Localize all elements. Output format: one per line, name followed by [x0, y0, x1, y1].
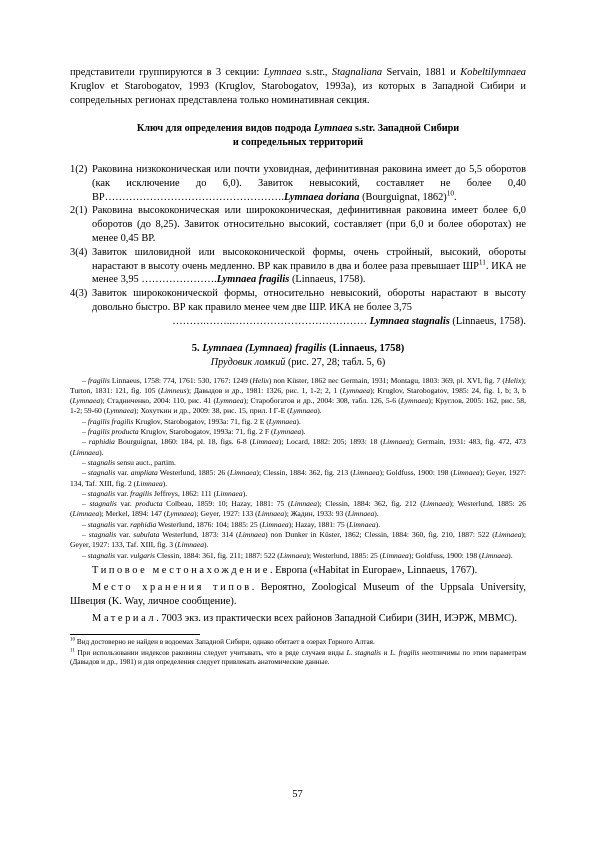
key-author: (Linnaeus, 1758).	[449, 315, 526, 327]
synonym-citation: ); Geyer, 1927: 134, Taf. XIII, fig. 2 (	[70, 468, 526, 488]
key-item-text: Завиток шиловидной или высококонической формы, очень стройный, высокий, обороты нарастают в высоту очень медленно. ВР как правило в два и более раза превышает ШР	[92, 246, 526, 272]
page-number: 57	[292, 789, 303, 800]
synonym-citation: ); Жадин, 1933: 93 (	[284, 509, 348, 519]
key-title-line2: и сопредельных территорий	[232, 137, 364, 148]
species-author: (Linnaeus, 1758)	[326, 342, 405, 354]
synonym-taxon: fragilis	[87, 375, 110, 385]
synonym-citation: var.	[115, 488, 131, 498]
key-leader-dots: ………………….	[141, 274, 217, 286]
synonym-taxon: stagnalis	[89, 499, 117, 509]
synonym-taxon: subulata	[133, 530, 160, 540]
footnote-text: и	[380, 648, 391, 657]
synonym-taxon: Limnaea	[216, 488, 243, 498]
intro-text: s.str.,	[301, 67, 332, 78]
synonym-taxon: Helix	[504, 375, 522, 385]
synonym-entry	[70, 468, 526, 489]
synonym-dash: –	[82, 416, 88, 426]
section-text: . Европа («Habitat in Europae», Linnaeus, 1767).	[269, 564, 478, 576]
synonym-dash: –	[82, 550, 88, 560]
synonym-taxon: stagnalis	[87, 468, 116, 478]
synonym-taxon: stagnalis	[87, 457, 116, 467]
synonym-taxon: Limnaea	[352, 468, 380, 478]
synonym-entry	[70, 530, 526, 551]
species-subheading	[70, 356, 526, 370]
synonym-dash: –	[82, 437, 89, 447]
synonym-citation: Westerlund, 1885: 26 (	[157, 468, 230, 478]
synonym-dash: –	[82, 457, 88, 467]
synonym-taxon: Limnaea	[136, 478, 163, 488]
synonym-entry	[70, 499, 526, 520]
synonym-citation: ); Goldfuss, 1900: 198 (	[408, 550, 482, 560]
synonym-citation: ); Westerlund, 1885: 26 (	[70, 499, 526, 519]
footnote-10	[70, 638, 526, 648]
key-item	[70, 163, 526, 204]
synonym-taxon: Lymnaea	[72, 396, 101, 406]
synonym-taxon: stagnalis	[87, 519, 116, 529]
synonym-citation: var.	[115, 468, 131, 478]
key-title-taxon: Lymnaea	[313, 123, 353, 134]
synonym-taxon: Limnaea	[279, 550, 307, 560]
key-leader-dots: …………………………………………….	[104, 191, 284, 203]
synonym-citation: ); Стадниченко, 2004: 110, рис. 41 (	[100, 396, 216, 406]
key-item-text: Раковина низкоконическая или почти уховидная, дефинитивная раковина имеет до 5,5 оборотов (как исключение до 6,0). Завиток невысокий, составляет не более 0,40 ВР	[92, 164, 526, 203]
synonym-taxon: Limnaea	[494, 530, 522, 540]
synonym-citation: sensu auct., partim.	[115, 457, 176, 467]
key-item-text: Раковина высококоническая или ширококоническая, дефинитивная раковина имеет более 6,0 оборотов (до 8,25). Завиток относительно высокий, составляет (при 6,0 и более оборотах) не менее 0,45 ВР.	[92, 205, 526, 244]
footnote-number: 11	[70, 648, 75, 654]
synonym-taxon: Limnaea	[347, 509, 375, 519]
key-item	[70, 287, 526, 328]
synonym-citation: ).	[317, 406, 322, 416]
synonym-citation: ); Merkel, 1894: 147 (	[99, 509, 167, 519]
synonym-citation: ); Locard, 1882: 205; 1893: 18 (	[278, 437, 383, 447]
synonym-citation: Linnaeus, 1758: 774, 1761: 530, 1767: 1249 (	[109, 375, 253, 385]
synonym-citation: ).	[204, 540, 209, 550]
taxon-name: Kobeltilymnaea	[460, 67, 526, 78]
synonym-taxon: Helix	[252, 375, 269, 385]
section-heading: Материал	[92, 612, 157, 624]
key-author: (Bourguignat, 1862)	[359, 191, 447, 203]
synonym-entry	[70, 551, 526, 561]
intro-text: Servain, 1881 и	[382, 67, 461, 78]
synonym-taxon: fragilis fragilis	[87, 416, 134, 426]
section-heading: Типовое местонахождение	[92, 564, 270, 576]
footnote-11	[70, 649, 526, 668]
synonym-citation: ); Goldfuss, 1900: 198 (	[379, 468, 454, 478]
synonym-taxon: Limnaea	[252, 437, 279, 447]
section-text: . 7003 экз. из практически всех районов Западной Сибири (ЗИН, ИЭРЖ, МВМС).	[156, 612, 517, 624]
synonym-taxon: Limnaea	[453, 468, 480, 478]
synonym-taxon: Lymnaea	[273, 427, 302, 437]
synonym-citation: Westerlund, 1876: 104; 1885: 25 (	[156, 519, 263, 529]
synonym-citation: ).	[375, 519, 381, 529]
synonym-dash: –	[82, 530, 89, 540]
synonym-taxon: Limnaea	[262, 519, 289, 529]
page-body	[70, 66, 526, 668]
synonym-taxon: Lymnaea	[106, 406, 134, 416]
synonym-taxon: fragilis producta	[87, 427, 139, 437]
synonym-citation: Clessin, 1884: 361, fig. 211; 1887: 522 (	[155, 550, 280, 560]
synonym-entry	[70, 427, 526, 437]
synonym-citation: ).	[162, 478, 168, 488]
synonym-citation: ) non Dunker in Küster, 1862; Clessin, 1884: 360, fig. 210, 1887: 522 (	[265, 530, 495, 540]
taxon-name: Lymnaea	[263, 67, 302, 78]
key-title-text: s.str. Западной Сибири	[352, 123, 460, 134]
synonym-citation: ) non Küster, 1862 nec Germain, 1931; Montagu, 1803: 369, pl. XVI, fig. 7 (	[268, 375, 505, 385]
synonym-citation: var.	[116, 530, 134, 540]
synonym-entry	[70, 520, 526, 530]
synonym-citation: ).	[296, 416, 301, 426]
synonym-taxon: Limnaea	[238, 530, 266, 540]
species-number: 5.	[191, 342, 203, 354]
intro-text: Kruglov et Starobogatov, 1993 (Kruglov, Starobogatov, 1993a), из которых в Западной Сибири и сопредельных регионах представлена только номинативная секция.	[70, 81, 526, 106]
key-item-end: .	[454, 191, 457, 203]
synonym-taxon: vulgaris	[130, 550, 156, 560]
synonym-citation: ).	[99, 447, 104, 457]
synonym-taxon: Limneus	[160, 385, 187, 395]
synonym-citation: ).	[508, 550, 513, 560]
synonym-taxon: stagnalis	[88, 530, 117, 540]
synonym-citation: var.	[116, 499, 136, 509]
footnote-text: неотличимы по этим параметрам (Давыдов и др., 1981) и для определения следует привлекать анатомические данные.	[70, 648, 527, 667]
synonym-entry	[70, 437, 526, 458]
synonym-citation: Jeffreys, 1862: 111 (	[152, 488, 217, 498]
synonym-taxon: ampliata	[130, 468, 158, 478]
synonym-dash: –	[82, 488, 88, 498]
synonym-citation: ); Clessin, 1884: 362, fig. 213 (	[256, 468, 353, 478]
synonym-citation: ); Kruglov, Starobogatov, 1985: 24, fig. 1, b; 3, b (	[70, 385, 526, 406]
synonym-citation: ); Давыдов и др., 1981: 1326, рис. 1, 1-2; 2, 1 (	[186, 385, 343, 395]
synonym-taxon: fragilis	[130, 488, 153, 498]
synonym-citation: Bourguignat, 1860: 184, pl. 18, figs. 6-8 (	[114, 437, 253, 447]
synonym-taxon: Lymnaea	[289, 406, 318, 416]
synonym-taxon: Lymnaea	[400, 396, 429, 406]
key-item-number: 4(3)	[70, 288, 88, 300]
synonym-citation: ).	[301, 427, 306, 437]
synonym-taxon: Lymnaea	[215, 396, 244, 406]
synonym-citation: ); Круглов, 2005: 162, рис. 58, 1-2; 59-60 (	[70, 396, 526, 416]
footnote-taxon: L. stagnalis	[346, 648, 381, 657]
footnote-divider	[70, 634, 200, 635]
species-name: Lymnaea (Lymnaea) fragilis	[202, 342, 327, 354]
synonym-citation: Colbeau, 1859: 10; Hazay, 1881: 75 (	[162, 499, 291, 509]
synonym-citation: ); Hazay, 1881: 75 (	[288, 519, 350, 529]
synonym-taxon: Limnaea	[72, 509, 100, 519]
taxon-name: Stagnaliana	[331, 67, 383, 78]
synonym-entry	[70, 376, 526, 417]
synonym-taxon: Lymnaea	[268, 416, 297, 426]
key-taxon: Lymnaea doriana	[283, 191, 360, 203]
synonym-entry	[70, 458, 526, 468]
synonym-citation: ).	[242, 488, 248, 498]
synonym-taxon: raphidia	[130, 519, 157, 529]
synonym-taxon: Limnaea	[229, 468, 257, 478]
synonym-taxon: producta	[135, 499, 163, 509]
species-heading	[70, 342, 526, 356]
footnote-ref: 11	[478, 258, 486, 267]
key-item-number: 2(1)	[70, 205, 88, 217]
material	[70, 612, 526, 626]
intro-text: представители группируются в 3 секции:	[70, 67, 264, 78]
footnote-number: 10	[70, 637, 76, 643]
synonym-taxon: Limnaea	[72, 447, 100, 457]
synonym-citation: ); Clessin, 1884: 362, fig. 212 (	[317, 499, 423, 509]
species-common-name: Прудовик ломкий	[210, 356, 286, 368]
synonym-taxon: Limnaea	[349, 519, 376, 529]
key-item-number: 3(4)	[70, 246, 88, 258]
key-leader-dots: ……….……..…………………………………	[172, 315, 370, 327]
key-title-text: Ключ для определения видов подрода	[136, 123, 314, 134]
synonym-citation: ); Germain, 1931: 483, fig. 472, 473 (	[70, 437, 526, 457]
synonym-citation: ); Geyer, 1927: 133 (	[194, 509, 258, 519]
synonym-citation: var.	[115, 519, 131, 529]
key-item-number: 1(2)	[70, 164, 88, 175]
key-title	[70, 122, 526, 150]
synonym-entry	[70, 489, 526, 499]
synonym-taxon: Limnaea	[422, 499, 450, 509]
synonym-taxon: stagnalis	[87, 488, 116, 498]
key-item	[70, 246, 526, 287]
synonym-taxon: Limnaea	[257, 509, 285, 519]
footnote-text: Вид достоверно не найден в водоемах Западной Сибири, однако обитает в озерах Горного Алтая.	[75, 637, 375, 646]
type-storage	[70, 581, 526, 609]
synonym-taxon: Lymnaea	[342, 385, 371, 395]
synonym-taxon: Limnaea	[481, 550, 509, 560]
section-heading: Место хранения типов	[92, 581, 252, 593]
synonym-citation: ); Westerlund, 1885: 25 (	[306, 550, 383, 560]
synonym-dash: –	[82, 468, 88, 478]
synonym-taxon: raphidia	[88, 437, 115, 447]
synonym-taxon: Limnaea	[177, 540, 204, 550]
synonym-taxon: Lymnaea	[166, 509, 195, 519]
key-item-text: . ИКА не менее 3,95	[92, 260, 526, 286]
species-figure-refs: (рис. 27, 28; табл. 5, 6)	[285, 356, 386, 368]
synonym-citation: ); Хохуткин и др., 2009: 38, рис. 15, прил. I Г-Е (	[133, 406, 290, 416]
synonym-dash: –	[82, 427, 88, 437]
synonymy-list	[70, 376, 526, 561]
section-text: . Вероятно, Zoological Museum of the Uppsala University, Швеция (K. Way, личное сообщение).	[70, 581, 526, 607]
intro-paragraph	[70, 66, 526, 108]
footnote-taxon: L. fragilis	[390, 648, 420, 657]
type-locality	[70, 564, 526, 578]
synonym-citation: ); Turton, 1831: 121, fig. 105 (	[70, 375, 526, 395]
synonym-dash: –	[82, 375, 88, 385]
key-author: (Linnaeus, 1758).	[289, 274, 366, 286]
footnote-text: При использовании индексов раковины следует учитывать, что в ряде случаев виды	[74, 648, 347, 657]
synonym-citation: var.	[115, 550, 131, 560]
synonym-dash: –	[82, 499, 90, 509]
synonym-citation: Kruglov, Starobogatov, 1993a: 71, fig. 2 F (	[138, 427, 274, 437]
synonym-taxon: stagnalis	[87, 550, 116, 560]
identification-key	[70, 163, 526, 329]
key-item	[70, 204, 526, 245]
synonym-citation: ); Старобогатов и др., 2004: 308, табл. 126, 5-6 (	[243, 396, 401, 406]
key-item-text: Завиток ширококонической формы, относительно невысокий, обороты нарастают в высоту довольно быстро. ВР как правило менее чем две ШР. ИКА не более 3,75	[92, 288, 526, 313]
key-taxon: Lymnaea stagnalis	[369, 315, 450, 327]
synonym-citation: Westerlund, 1873: 314 (	[159, 530, 239, 540]
synonym-citation: ).	[374, 509, 379, 519]
footnote-ref: 10	[446, 189, 455, 198]
key-taxon: Lymnaea fragilis	[216, 274, 290, 286]
synonym-taxon: Limnaea	[382, 437, 410, 447]
synonym-citation: Kruglov, Starobogatov, 1993a: 71, fig. 2 E (	[133, 416, 269, 426]
key-item-result	[92, 315, 526, 329]
synonym-entry	[70, 417, 526, 427]
synonym-taxon: Limnaea	[290, 499, 318, 509]
synonym-citation: ); Geyer, 1927: 133, Taf. XIII, fig. 3 (	[70, 530, 527, 550]
synonym-dash: –	[82, 519, 88, 529]
synonym-taxon: Limnaea	[382, 550, 409, 560]
